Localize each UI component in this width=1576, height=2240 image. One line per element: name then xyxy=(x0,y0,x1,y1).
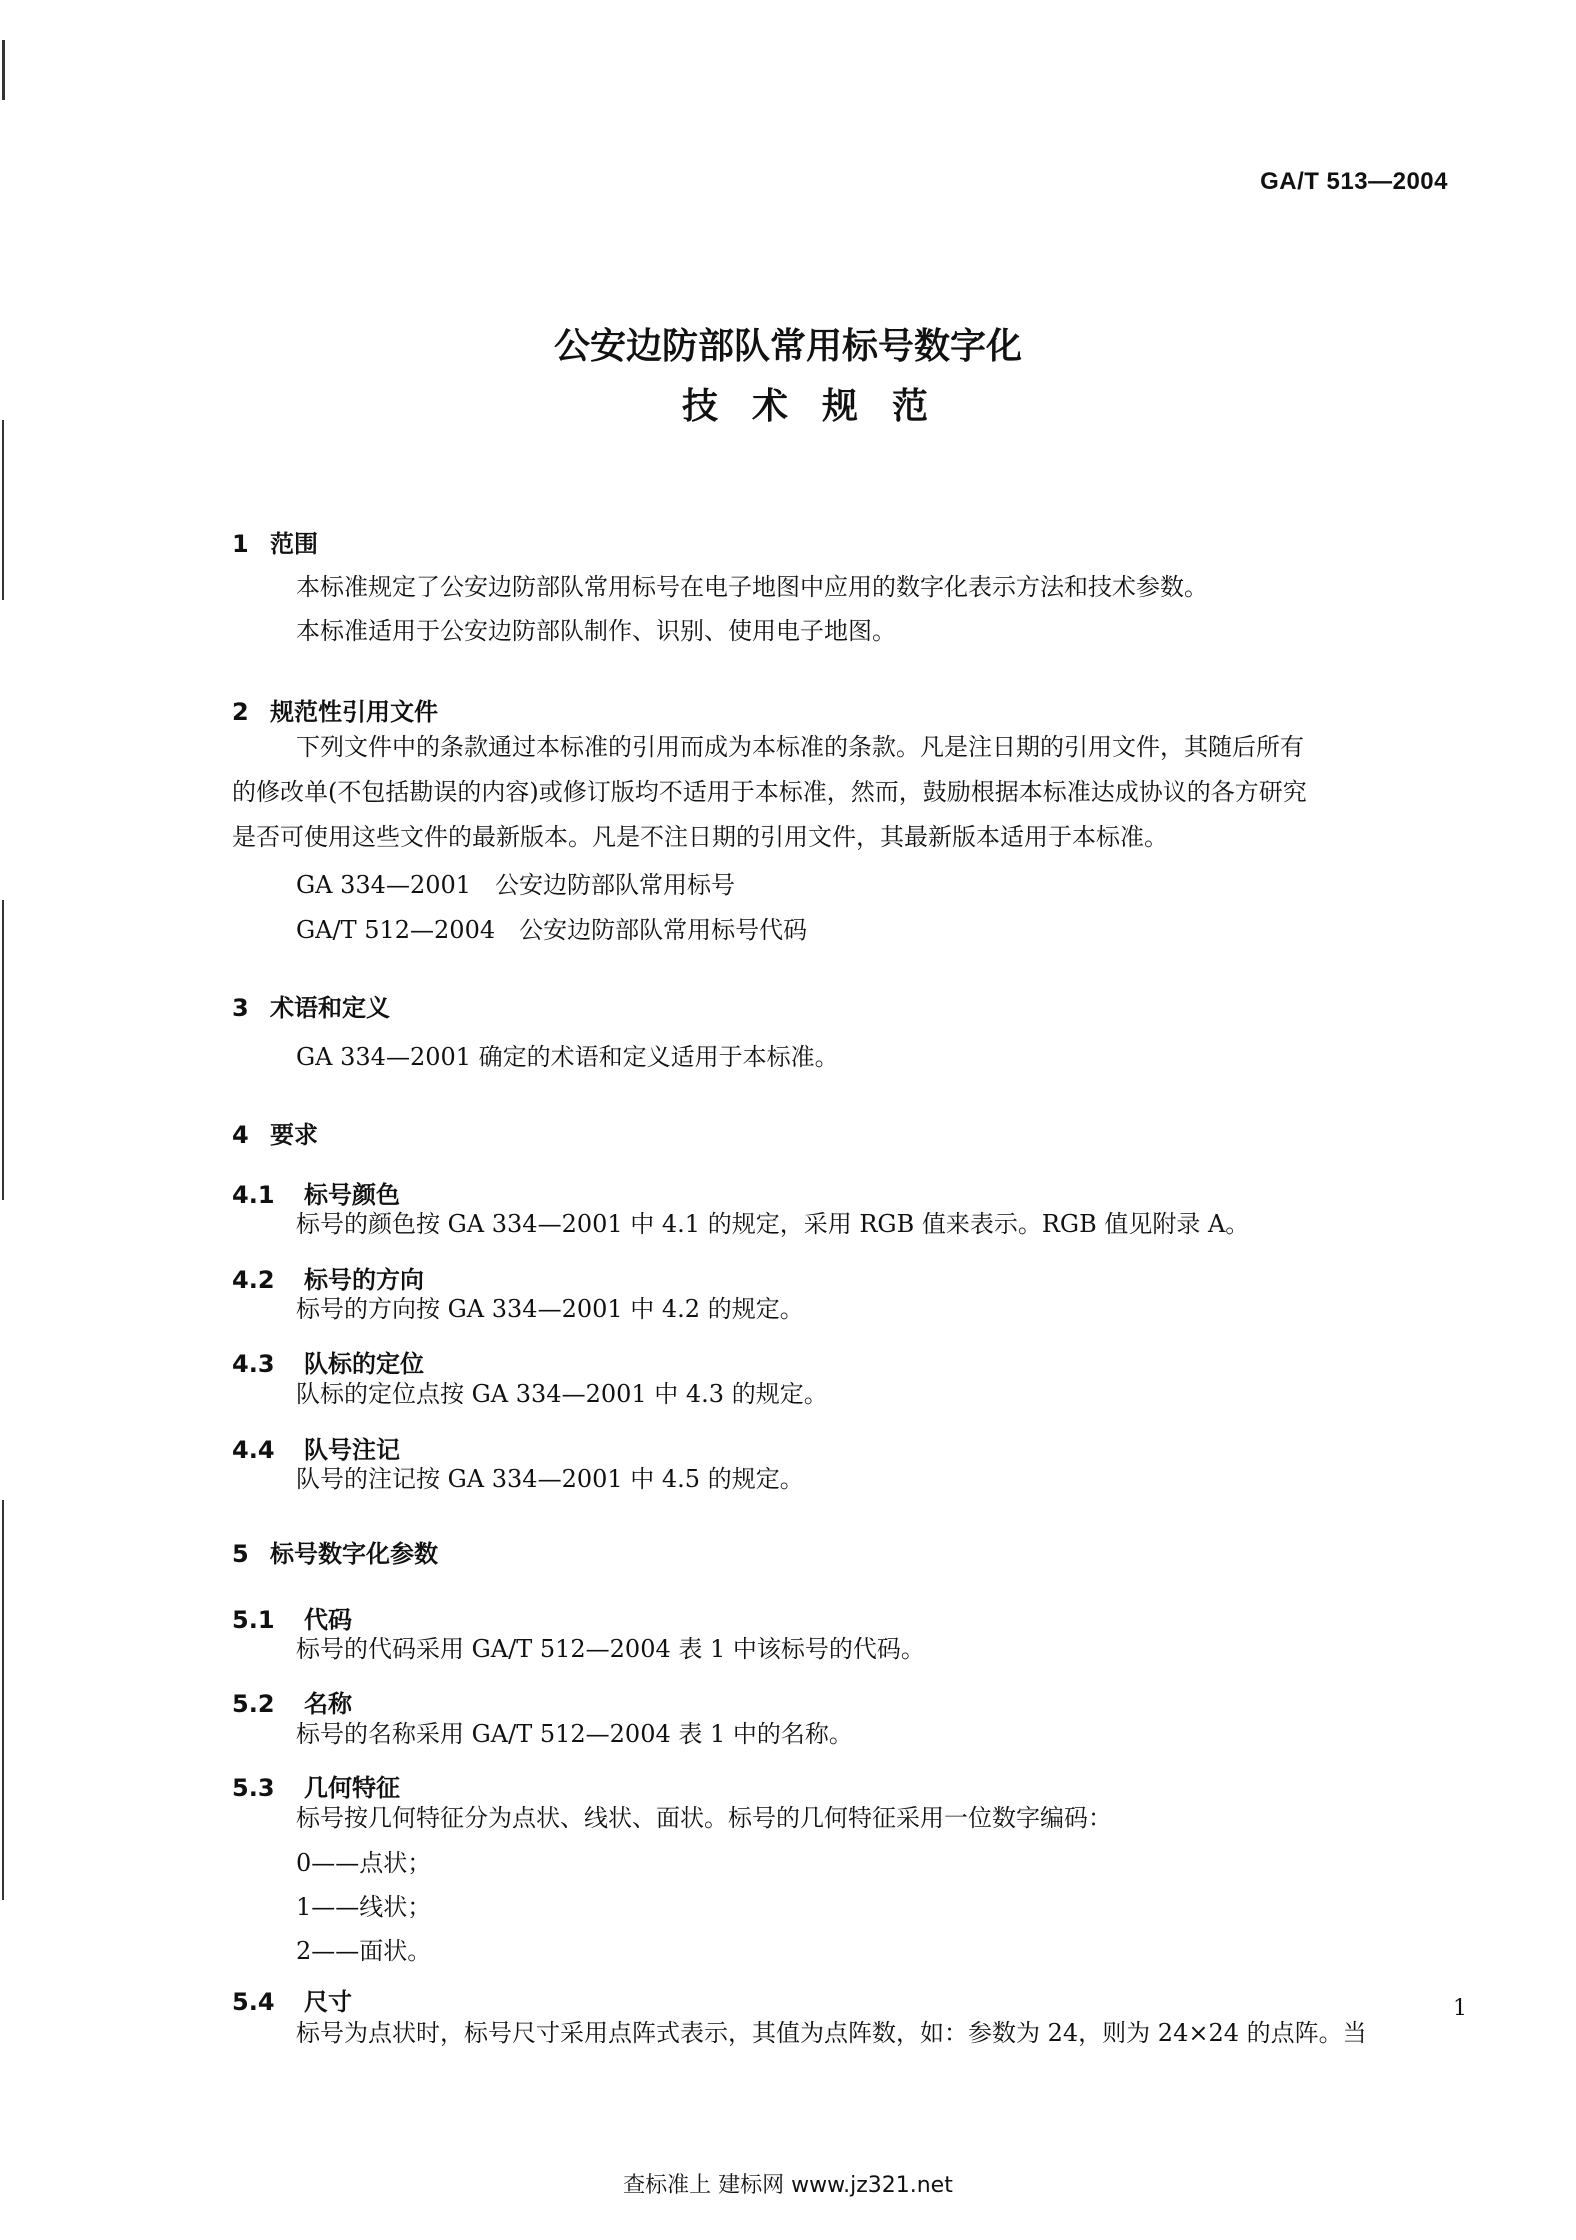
section-title: 队标的定位 xyxy=(304,1350,424,1378)
section-title: 名称 xyxy=(304,1690,352,1718)
paragraph: 的修改单(不包括勘误的内容)或修订版均不适用于本标准，然而，鼓励根据本标准达成协议的各方研究 xyxy=(232,778,1307,806)
section-title: 代码 xyxy=(304,1606,352,1634)
reference-item: GA/T 512—2004 公安边防部队常用标号代码 xyxy=(296,916,808,944)
paragraph: 标号的颜色按 GA 334—2001 中 4.1 的规定，采用 RGB 值来表示。RGB 值见附录 A。 xyxy=(296,1210,1250,1238)
section-3-heading xyxy=(232,988,390,1023)
section-title: 标号颜色 xyxy=(304,1181,400,1209)
paragraph: 本标准适用于公安边防部队制作、识别、使用电子地图。 xyxy=(296,617,896,645)
paragraph: 标号按几何特征分为点状、线状、面状。标号的几何特征采用一位数字编码： xyxy=(296,1804,1112,1832)
paragraph: 标号的方向按 GA 334—2001 中 4.2 的规定。 xyxy=(296,1295,804,1323)
subsection-5-3-heading xyxy=(232,1768,400,1803)
paragraph: 标号的代码采用 GA/T 512—2004 表 1 中该标号的代码。 xyxy=(296,1635,925,1663)
reference-item: GA 334—2001 公安边防部队常用标号 xyxy=(296,871,736,899)
scan-edge-mark xyxy=(2,900,4,1200)
section-title: 范围 xyxy=(270,530,318,558)
section-number: 5 xyxy=(232,1540,249,1568)
section-title: 尺寸 xyxy=(304,1988,352,2016)
section-title: 术语和定义 xyxy=(270,994,390,1022)
section-title: 标号的方向 xyxy=(304,1266,424,1294)
list-item: 1——线状； xyxy=(296,1893,432,1921)
subsection-4-1-heading xyxy=(232,1175,400,1210)
section-title: 要求 xyxy=(270,1121,318,1149)
section-2-heading xyxy=(232,692,438,727)
section-title: 规范性引用文件 xyxy=(270,698,438,726)
section-number: 5.3 xyxy=(232,1774,275,1802)
paragraph: 本标准规定了公安边防部队常用标号在电子地图中应用的数字化表示方法和技术参数。 xyxy=(296,573,1208,601)
list-item: 0——点状； xyxy=(296,1849,432,1877)
section-number: 4.3 xyxy=(232,1350,275,1378)
section-title: 几何特征 xyxy=(304,1774,400,1802)
scan-edge-mark xyxy=(2,1500,4,1900)
section-number: 4.4 xyxy=(232,1436,275,1464)
subsection-5-1-heading xyxy=(232,1600,352,1635)
subsection-4-4-heading xyxy=(232,1430,400,1465)
paragraph: GA 334—2001 确定的术语和定义适用于本标准。 xyxy=(296,1043,839,1071)
paragraph: 是否可使用这些文件的最新版本。凡是不注日期的引用文件，其最新版本适用于本标准。 xyxy=(232,823,1168,851)
section-number: 4.2 xyxy=(232,1266,275,1294)
section-number: 1 xyxy=(232,530,249,558)
section-5-heading xyxy=(232,1534,438,1569)
paragraph: 标号为点状时，标号尺寸采用点阵式表示，其值为点阵数，如：参数为 24，则为 24×24 的点阵。当 xyxy=(296,2019,1367,2047)
section-number: 4.1 xyxy=(232,1181,275,1209)
footer-watermark: 查标准上 建标网 www.jz321.net xyxy=(623,2173,953,2198)
section-number: 5.2 xyxy=(232,1690,275,1718)
subsection-4-3-heading xyxy=(232,1344,424,1379)
subsection-5-2-heading xyxy=(232,1684,352,1719)
section-number: 5.1 xyxy=(232,1606,275,1634)
scan-edge-mark xyxy=(2,420,4,600)
section-1-heading xyxy=(232,524,318,559)
document-subtitle: 技术规范 xyxy=(681,386,962,427)
subsection-5-4-heading xyxy=(232,1982,352,2017)
section-number: 4 xyxy=(232,1121,249,1149)
paragraph: 标号的名称采用 GA/T 512—2004 表 1 中的名称。 xyxy=(296,1720,853,1748)
section-4-heading xyxy=(232,1115,318,1150)
section-title: 队号注记 xyxy=(304,1436,400,1464)
page-number: 1 xyxy=(1453,1996,1467,2021)
scan-edge-mark xyxy=(2,40,5,100)
section-number: 2 xyxy=(232,698,249,726)
list-item: 2——面状。 xyxy=(296,1937,432,1965)
section-number: 5.4 xyxy=(232,1988,275,2016)
section-title: 标号数字化参数 xyxy=(270,1540,438,1568)
document-title: 公安边防部队常用标号数字化 xyxy=(553,326,1022,367)
subsection-4-2-heading xyxy=(232,1260,424,1295)
standard-number: GA/T 513—2004 xyxy=(1260,168,1448,195)
paragraph: 队标的定位点按 GA 334—2001 中 4.3 的规定。 xyxy=(296,1380,828,1408)
paragraph: 队号的注记按 GA 334—2001 中 4.5 的规定。 xyxy=(296,1465,804,1493)
paragraph: 下列文件中的条款通过本标准的引用而成为本标准的条款。凡是注日期的引用文件，其随后所有 xyxy=(296,733,1304,761)
section-number: 3 xyxy=(232,994,249,1022)
